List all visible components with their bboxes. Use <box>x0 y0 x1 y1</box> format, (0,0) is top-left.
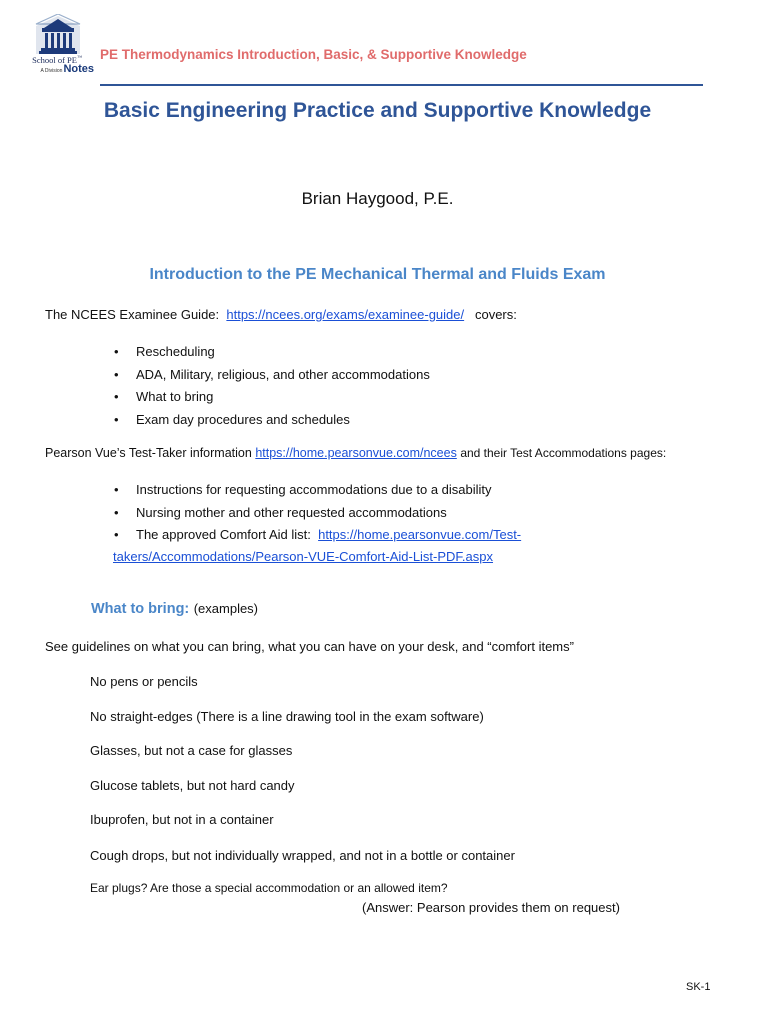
pearson-suffix: and their Test Accommodations pages: <box>460 446 667 460</box>
page-number: SK-1 <box>686 981 711 993</box>
header-title: PE Thermodynamics Introduction, Basic, & Supportive Knowledge <box>100 47 527 62</box>
pearson-paragraph <box>45 446 666 460</box>
ncees-prefix: The NCEES Examinee Guide: <box>45 307 220 322</box>
bring-item: Glasses, but not a case for glasses <box>90 743 293 758</box>
author: Brian Haygood, P.E. <box>301 189 454 208</box>
logo-text-school: School of PE™ <box>32 55 82 65</box>
ncees-guide-link[interactable]: https://ncees.org/exams/examinee-guide/ <box>226 307 465 322</box>
pearson-list <box>114 479 521 547</box>
list-item: • Instructions for requesting accommodations due to a disability <box>114 482 492 497</box>
list-item: • The approved Comfort Aid list: https://home.pearsonvue.com/Test- <box>114 527 522 542</box>
pearson-prefix: Pearson Vue’s Test-Taker information <box>45 446 252 460</box>
bring-item: Glucose tablets, but not hard candy <box>90 778 295 793</box>
main-title: Basic Engineering Practice and Supportive Knowledge <box>103 99 652 122</box>
bring-item: No pens or pencils <box>90 674 198 689</box>
list-item: • ADA, Military, religious, and other accommodations <box>114 366 430 382</box>
section-title: Introduction to the PE Mechanical Thermal and Fluids Exam <box>149 266 606 283</box>
guideline-text: See guidelines on what you can bring, what you can have on your desk, and “comfort items” <box>45 639 574 654</box>
bring-item: Cough drops, but not individually wrapped, and not in a bottle or container <box>90 848 515 863</box>
what-to-bring-heading: What to bring: (examples) <box>91 601 259 617</box>
ncees-list <box>114 341 430 431</box>
building-icon <box>22 14 94 58</box>
ncees-paragraph <box>45 307 517 322</box>
pearson-link[interactable]: https://home.pearsonvue.com/ncees <box>255 446 457 460</box>
list-item: • What to bring <box>114 389 214 404</box>
ncees-suffix: covers: <box>474 307 517 322</box>
list-item: • Rescheduling <box>114 344 215 359</box>
comfort-aid-link-continued[interactable]: takers/Accommodations/Pearson-VUE-Comfort-Aid-List-PDF.aspx <box>113 549 494 564</box>
header-divider <box>100 84 703 86</box>
comfort-aid-link[interactable]: https://home.pearsonvue.com/Test- <box>318 527 522 542</box>
ear-plugs-answer: (Answer: Pearson provides them on request) <box>362 900 620 915</box>
logo-text-notes: A DivisionNotes <box>40 63 94 75</box>
bring-item: Ibuprofen, but not in a container <box>90 812 274 827</box>
list-item: • Exam day procedures and schedules <box>114 411 350 427</box>
ear-plugs-question: Ear plugs? Are those a special accommodation or an allowed item? <box>90 881 448 895</box>
bring-item: No straight-edges (There is a line drawing tool in the exam software) <box>90 709 484 724</box>
list-item: • Nursing mother and other requested accommodations <box>114 504 447 520</box>
